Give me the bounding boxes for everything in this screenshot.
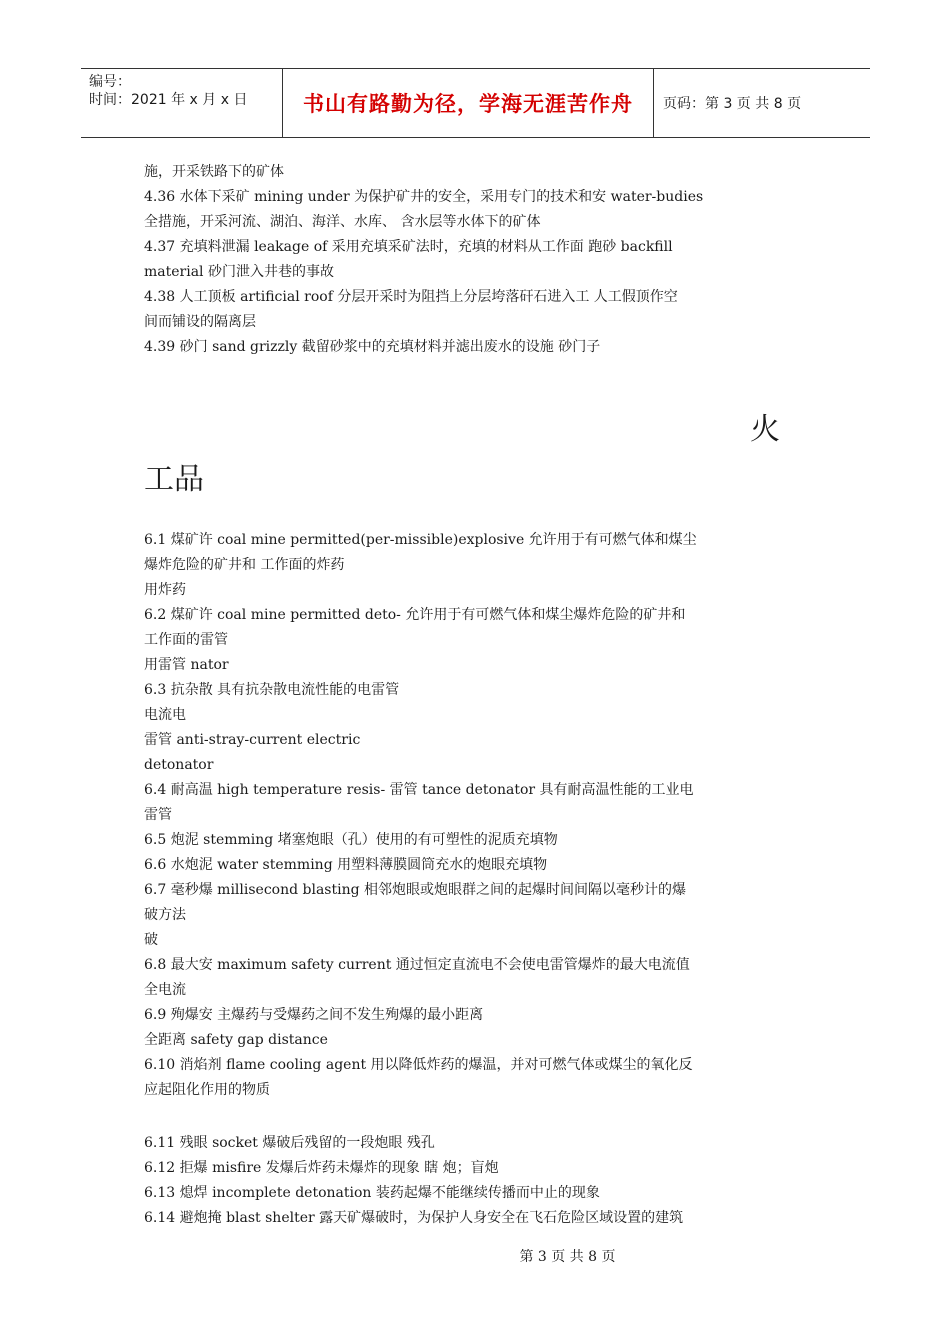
page-header <box>81 68 870 138</box>
section-heading-part: 工品 <box>144 462 204 497</box>
text-line: 雷管 anti-stray-current electric <box>144 732 361 748</box>
time-label: 时间：2021 年 x 月 x 日 <box>89 92 248 108</box>
text-line: material 砂门泄入井巷的事故 <box>144 264 334 280</box>
text-line: 6.3 抗杂散 具有抗杂散电流性能的电雷管 <box>144 682 400 698</box>
text-line: 6.13 熄焊 incomplete detonation 装药起爆不能继续传播而中止的现象 <box>144 1185 600 1201</box>
text-line: 4.39 砂门 sand grizzly 截留砂浆中的充填材料并滤出废水的设施 砂门子 <box>144 339 601 355</box>
text-line: 4.36 水体下采矿 mining under 为保护矿井的安全，采用专门的技术和安 water-budies <box>144 189 704 205</box>
number-label: 编号： <box>89 74 131 90</box>
page-footer <box>0 1246 950 1266</box>
text-line: 6.9 殉爆安 主爆药与受爆药之间不发生殉爆的最小距离 <box>144 1007 484 1023</box>
text-line: 工作面的雷管 <box>144 632 228 648</box>
text-line: 用炸药 <box>144 582 186 598</box>
text-line: 6.14 避炮掩 blast shelter 露天矿爆破时，为保护人身安全在飞石危险区域设置的建筑 <box>144 1210 684 1226</box>
text-line: 间而铺设的隔离层 <box>144 314 256 330</box>
text-line: 6.1 煤矿许 coal mine permitted(per-missible)explosive 允许用于有可燃气体和煤尘 <box>144 532 697 548</box>
header-page-info: 页码：第 3 页 共 8 页 <box>663 96 802 112</box>
header-meta <box>89 73 279 109</box>
text-line: 破方法 <box>144 907 186 923</box>
text-line: 6.12 拒爆 misfire 发爆后炸药未爆炸的现象 瞎 炮；盲炮 <box>144 1160 499 1176</box>
text-line: 雷管 <box>144 807 172 823</box>
body-text-top <box>144 160 824 360</box>
text-line: 4.37 充填料泄漏 leakage of 采用充填采矿法时，充填的材料从工作面 跑砂 backfill <box>144 239 673 255</box>
text-line: 全措施，开采河流、湖泊、海洋、水库、 含水层等水体下的矿体 <box>144 214 541 230</box>
text-line: 全距离 safety gap distance <box>144 1032 328 1048</box>
text-line: 全电流 <box>144 982 186 998</box>
text-line: 6.10 消焰剂 flame cooling agent 用以降低炸药的爆温，并对可燃气体或煤尘的氧化反 <box>144 1057 693 1073</box>
text-line: 6.8 最大安 maximum safety current 通过恒定直流电不会使电雷管爆炸的最大电流值 <box>144 957 690 973</box>
text-line: 破 <box>144 932 158 948</box>
body-text-main <box>144 528 824 1231</box>
paragraph-gap <box>144 1103 824 1131</box>
text-line: 6.6 水炮泥 water stemming 用塑料薄膜圆筒充水的炮眼充填物 <box>144 857 548 873</box>
section-heading-part: 火 <box>750 412 780 447</box>
header-motto: 书山有路勤为径，学海无涯苦作舟 <box>303 92 633 116</box>
footer-page-number: 第 3 页 共 8 页 <box>519 1249 616 1265</box>
text-line: 电流电 <box>144 707 186 723</box>
text-line: 爆炸危险的矿井和 工作面的炸药 <box>144 557 345 573</box>
text-line: 6.2 煤矿许 coal mine permitted deto- 允许用于有可燃气体和煤尘爆炸危险的矿井和 <box>144 607 686 623</box>
text-line: 用雷管 nator <box>144 657 229 673</box>
text-line: 6.7 毫秒爆 millisecond blasting 相邻炮眼或炮眼群之间的起爆时间间隔以毫秒计的爆 <box>144 882 687 898</box>
text-line: 6.4 耐高温 high temperature resis- 雷管 tance detonator 具有耐高温性能的工业电 <box>144 782 694 798</box>
text-line: 6.11 残眼 socket 爆破后残留的一段炮眼 残孔 <box>144 1135 435 1151</box>
text-line: 应起阻化作用的物质 <box>144 1082 270 1098</box>
text-line: 4.38 人工顶板 artificial roof 分层开采时为阻挡上分层垮落矸石进入工 人工假顶作空 <box>144 289 678 305</box>
text-line: 施，开采铁路下的矿体 <box>144 164 284 180</box>
text-line: 6.5 炮泥 stemming 堵塞炮眼（孔）使用的有可塑性的泥质充填物 <box>144 832 558 848</box>
text-line: detonator <box>144 757 214 773</box>
header-divider <box>653 69 654 137</box>
